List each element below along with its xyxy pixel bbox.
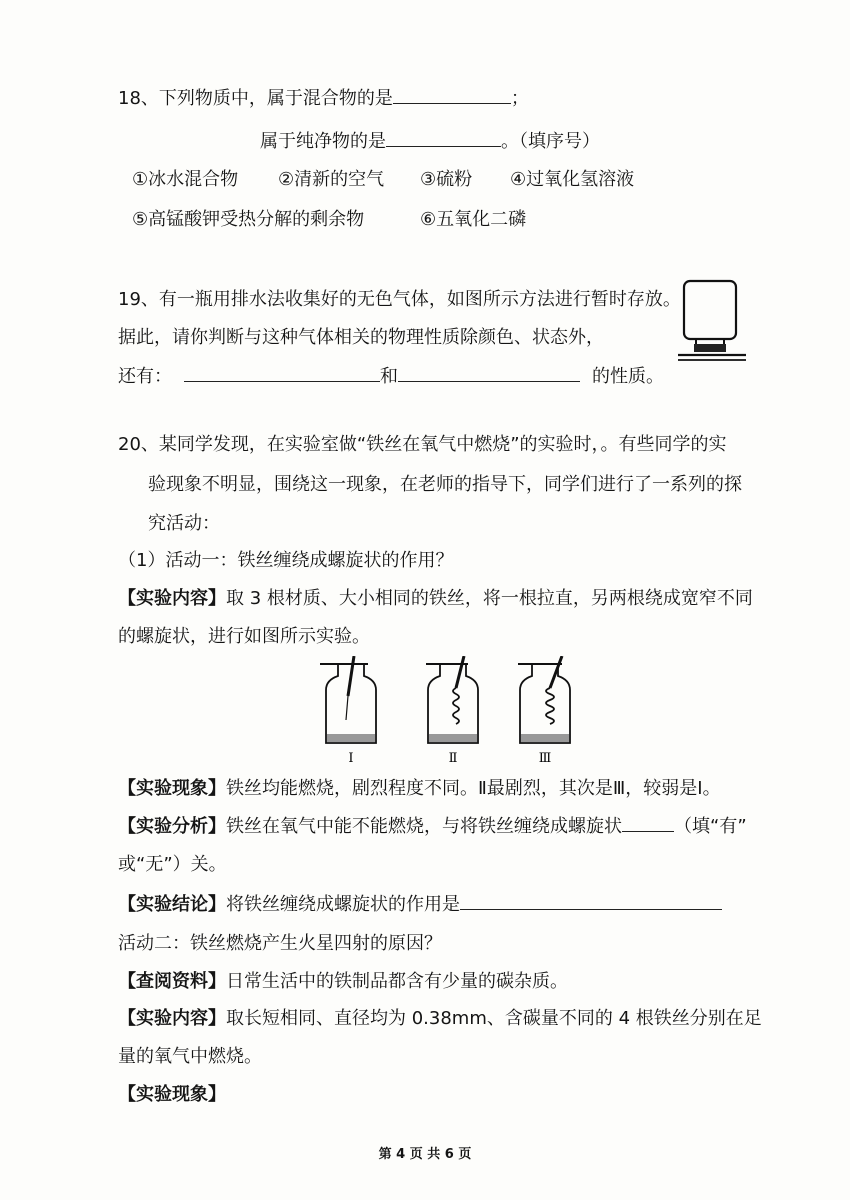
q18-semicolon: ； [510,88,529,109]
conclusion-blank[interactable] [460,895,722,910]
phenomenon-text: 铁丝均能燃烧，剧烈程度不同。Ⅱ最剧烈，其次是Ⅲ，较弱是Ⅰ。 [226,778,721,799]
analysis-hint: （填“有” [674,816,747,837]
bottle-3 [518,656,570,764]
q20-activity1: （1）活动一：铁丝缠绕成螺旋状的作用？ [118,550,454,571]
q18-option-4: ④过氧化氢溶液 [510,169,635,190]
content1-text: 取 3 根材质、大小相同的铁丝，将一根拉直，另两根绕成宽窄不同 [226,588,753,609]
phenomenon-label: 【实验现象】 [118,778,226,799]
q20-conclusion [118,890,722,916]
iron-wire-experiment-figure [318,656,578,764]
reference-text: 日常生活中的铁制品都含有少量的碳杂质。 [226,971,568,992]
q19-line2: 据此，请你判断与这种气体相关的物理性质除颜色、状态外， [118,327,604,348]
q18-option-3: ③硫粉 [420,169,473,190]
q18-blank-pure[interactable] [386,132,501,147]
reference-label: 【查阅资料】 [118,971,226,992]
q20-content1-line2: 的螺旋状，进行如图所示实验。 [118,626,370,647]
q20-activity2: 活动二：铁丝燃烧产生火星四射的原因？ [118,933,442,954]
bottle-1-label: Ⅰ [348,751,354,764]
q19-line3 [118,362,664,388]
q20-content2-line1 [118,1004,762,1030]
q20-phenomenon [118,774,721,800]
bottle-1 [320,656,376,764]
q19-blank-1[interactable] [184,367,380,382]
page-footer: 第 4 页 共 6 页 [378,1147,472,1162]
q18-blank-mixture[interactable] [393,89,511,104]
q18-option-6: ⑥五氧化二磷 [420,209,527,230]
bottle-3-label: Ⅲ [538,751,552,764]
bottle-2 [426,656,478,764]
q18-hint: 。（填序号） [501,131,600,152]
q20-analysis-line2: 或“无”）关。 [118,854,227,875]
q19-line1: 19、有一瓶用排水法收集好的无色气体，如图所示方法进行暂时存放。 [118,289,681,310]
q19-prompt: 还有： [118,366,172,387]
q18-prompt-mixture: 18、下列物质中，属于混合物的是 [118,88,393,109]
q20-content1-line1 [118,584,753,610]
analysis-blank[interactable] [622,817,674,832]
q20-intro-line1: 20、某同学发现，在实验室做“铁丝在氧气中燃烧”的实验时，。有些同学的实 [118,434,727,455]
q19-and: 和 [380,366,398,387]
q18-line2 [260,127,600,153]
q20-analysis-line1 [118,812,747,838]
gas-bottle-inverted-figure [676,278,748,364]
q18-option-2: ②清新的空气 [278,169,385,190]
bottle-2-label: Ⅱ [448,751,458,764]
analysis-label: 【实验分析】 [118,816,226,837]
q18-line1 [118,84,529,110]
q20-reference [118,967,568,993]
q20-content2-line2: 量的氧气中燃烧。 [118,1046,262,1067]
content2-text: 取长短相同、直径均为 0.38mm、含碳量不同的 4 根铁丝分别在足 [226,1008,762,1029]
phenomenon2-label: 【实验现象】 [118,1084,226,1105]
q18-option-5: ⑤高锰酸钾受热分解的剩余物 [132,209,365,230]
conclusion-text: 将铁丝缠绕成螺旋状的作用是 [226,894,460,915]
q20-intro-line2: 验现象不明显，围绕这一现象，在老师的指导下，同学们进行了一系列的探 [148,474,742,495]
analysis-text: 铁丝在氧气中能不能燃烧，与将铁丝缠绕成螺旋状 [226,816,622,837]
q18-prompt-pure: 属于纯净物的是 [260,131,386,152]
q19-suffix: 的性质。 [592,366,664,387]
q19-blank-2[interactable] [398,367,580,382]
content2-label: 【实验内容】 [118,1008,226,1029]
content1-label: 【实验内容】 [118,588,226,609]
q18-option-1: ①冰水混合物 [132,169,239,190]
conclusion-label: 【实验结论】 [118,894,226,915]
q20-intro-line3: 究活动： [148,513,220,534]
